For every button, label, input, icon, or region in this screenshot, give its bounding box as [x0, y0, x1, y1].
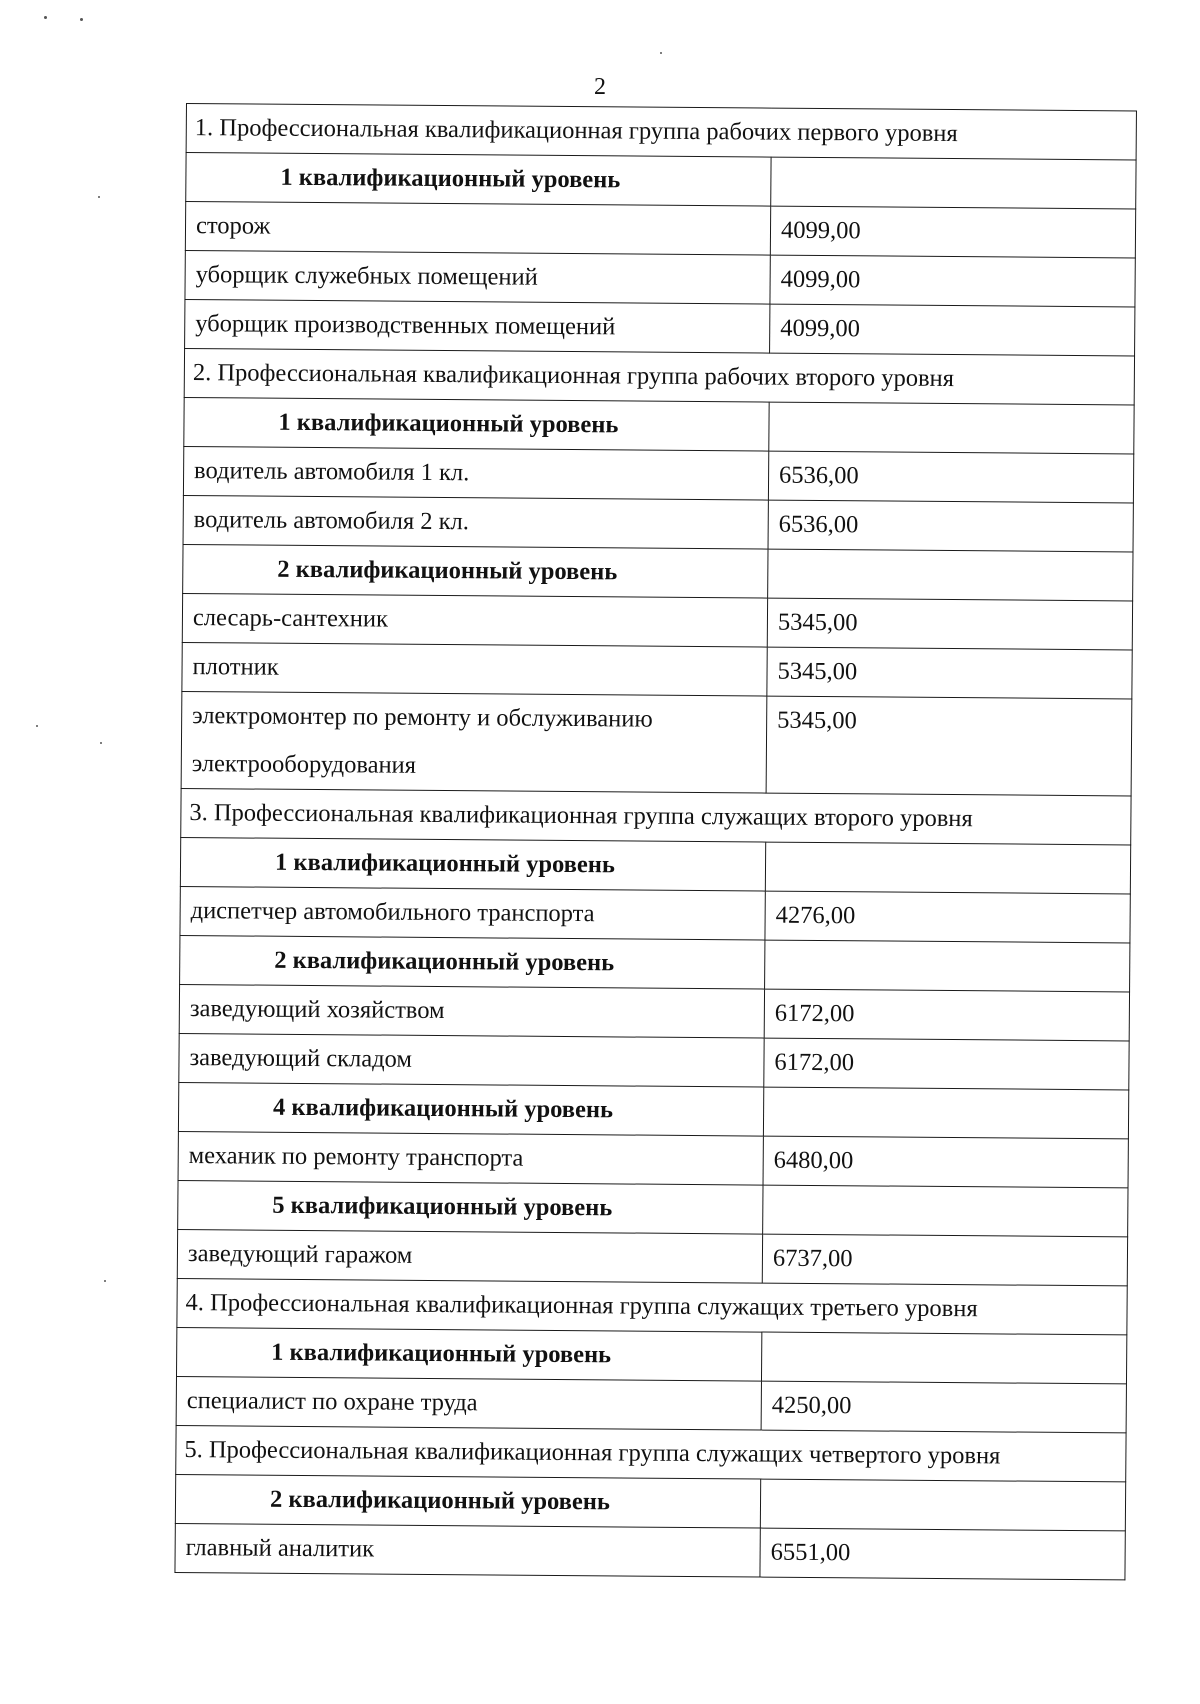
group-header-row [181, 788, 1131, 844]
level-header-row [178, 1180, 1128, 1236]
level-title: 4 квалификационный уровень [178, 1082, 763, 1136]
level-empty-cell [765, 842, 1130, 894]
level-empty-cell [769, 402, 1134, 454]
position-name: главный аналитик [175, 1523, 760, 1577]
table-row [182, 593, 1132, 649]
group-header-row [184, 348, 1134, 404]
table-row [182, 642, 1132, 698]
scan-speck [104, 1280, 106, 1282]
table-row [177, 1229, 1127, 1285]
group-title: 3. Профессиональная квалификационная группа служащих второго уровня [181, 788, 1131, 844]
table-row [178, 1131, 1128, 1187]
level-header-row [180, 935, 1130, 991]
position-name: уборщик служебных помещений [185, 250, 770, 304]
table-row [185, 250, 1135, 306]
group-title: 4. Профессиональная квалификационная группа служащих третьего уровня [177, 1278, 1127, 1334]
position-name: электромонтер по ремонту и обслуживанию электрооборудования [181, 691, 767, 793]
salary-table-body [175, 104, 1137, 1580]
table-row [180, 886, 1130, 942]
position-name: заведующий гаражом [177, 1229, 762, 1283]
table-row [185, 299, 1135, 355]
scan-speck [44, 16, 47, 19]
salary-value: 6480,00 [763, 1136, 1128, 1188]
level-title: 1 квалификационный уровень [180, 837, 765, 891]
level-title: 1 квалификационный уровень [186, 153, 771, 207]
position-name: механик по ремонту транспорта [178, 1131, 763, 1185]
level-header-row [175, 1474, 1125, 1530]
group-title: 5. Профессиональная квалификационная группа служащих четвертого уровня [176, 1425, 1126, 1481]
salary-value: 4250,00 [761, 1381, 1126, 1433]
salary-value: 6172,00 [764, 1038, 1129, 1090]
page-number: 2 [594, 74, 606, 100]
group-title: 2. Профессиональная квалификационная группа рабочих второго уровня [184, 348, 1134, 404]
salary-value: 6172,00 [764, 989, 1129, 1041]
salary-value: 5345,00 [767, 647, 1132, 699]
scan-speck [660, 52, 662, 54]
level-header-row [186, 153, 1136, 209]
level-title: 5 квалификационный уровень [178, 1180, 763, 1234]
level-title: 1 квалификационный уровень [184, 397, 769, 451]
table-row [176, 1376, 1126, 1432]
position-name: водитель автомобиля 2 кл. [183, 495, 768, 549]
scan-speck [100, 742, 102, 744]
scan-speck [36, 725, 38, 727]
position-name: сторож [185, 202, 770, 256]
position-name: плотник [182, 642, 767, 696]
position-name: слесарь-сантехник [182, 593, 767, 647]
level-empty-cell [763, 1087, 1128, 1139]
salary-value: 4276,00 [765, 891, 1130, 943]
level-title: 2 квалификационный уровень [180, 935, 765, 989]
salary-table [174, 103, 1137, 1580]
position-name: специалист по охране труда [176, 1376, 761, 1430]
group-header-row [176, 1425, 1126, 1481]
group-title: 1. Профессиональная квалификационная группа рабочих первого уровня [186, 104, 1136, 160]
level-header-row [183, 544, 1133, 600]
table-row [175, 1523, 1125, 1579]
level-empty-cell [765, 940, 1130, 992]
salary-value: 4099,00 [770, 304, 1135, 356]
salary-value: 4099,00 [770, 255, 1135, 307]
group-header-row [186, 104, 1136, 160]
salary-value: 6551,00 [760, 1528, 1125, 1580]
table-row [179, 984, 1129, 1040]
level-header-row [184, 397, 1134, 453]
level-title: 1 квалификационный уровень [176, 1327, 761, 1381]
level-empty-cell [771, 157, 1136, 209]
level-empty-cell [761, 1332, 1126, 1384]
level-title: 2 квалификационный уровень [183, 544, 768, 598]
table-row [185, 202, 1135, 258]
position-name: водитель автомобиля 1 кл. [183, 446, 768, 500]
salary-value: 6536,00 [768, 500, 1133, 552]
table-row [183, 446, 1133, 502]
position-name: заведующий складом [179, 1033, 764, 1087]
table-row [183, 495, 1133, 551]
level-empty-cell [760, 1479, 1125, 1531]
scan-speck [98, 196, 100, 198]
group-header-row [177, 1278, 1127, 1334]
scan-speck [80, 18, 83, 21]
level-header-row [180, 837, 1130, 893]
salary-value: 4099,00 [770, 206, 1135, 258]
position-name: диспетчер автомобильного транспорта [180, 886, 765, 940]
salary-value: 5345,00 [767, 598, 1132, 650]
table-row [179, 1033, 1129, 1089]
salary-value: 5345,00 [766, 696, 1132, 796]
level-empty-cell [763, 1185, 1128, 1237]
level-header-row [176, 1327, 1126, 1383]
position-name: заведующий хозяйством [179, 984, 764, 1038]
salary-value: 6737,00 [762, 1234, 1127, 1286]
level-empty-cell [768, 549, 1133, 601]
level-title: 2 квалификационный уровень [175, 1474, 760, 1528]
position-name: уборщик производственных помещений [185, 299, 770, 353]
table-row [181, 691, 1132, 795]
salary-value: 6536,00 [768, 451, 1133, 503]
level-header-row [178, 1082, 1128, 1138]
